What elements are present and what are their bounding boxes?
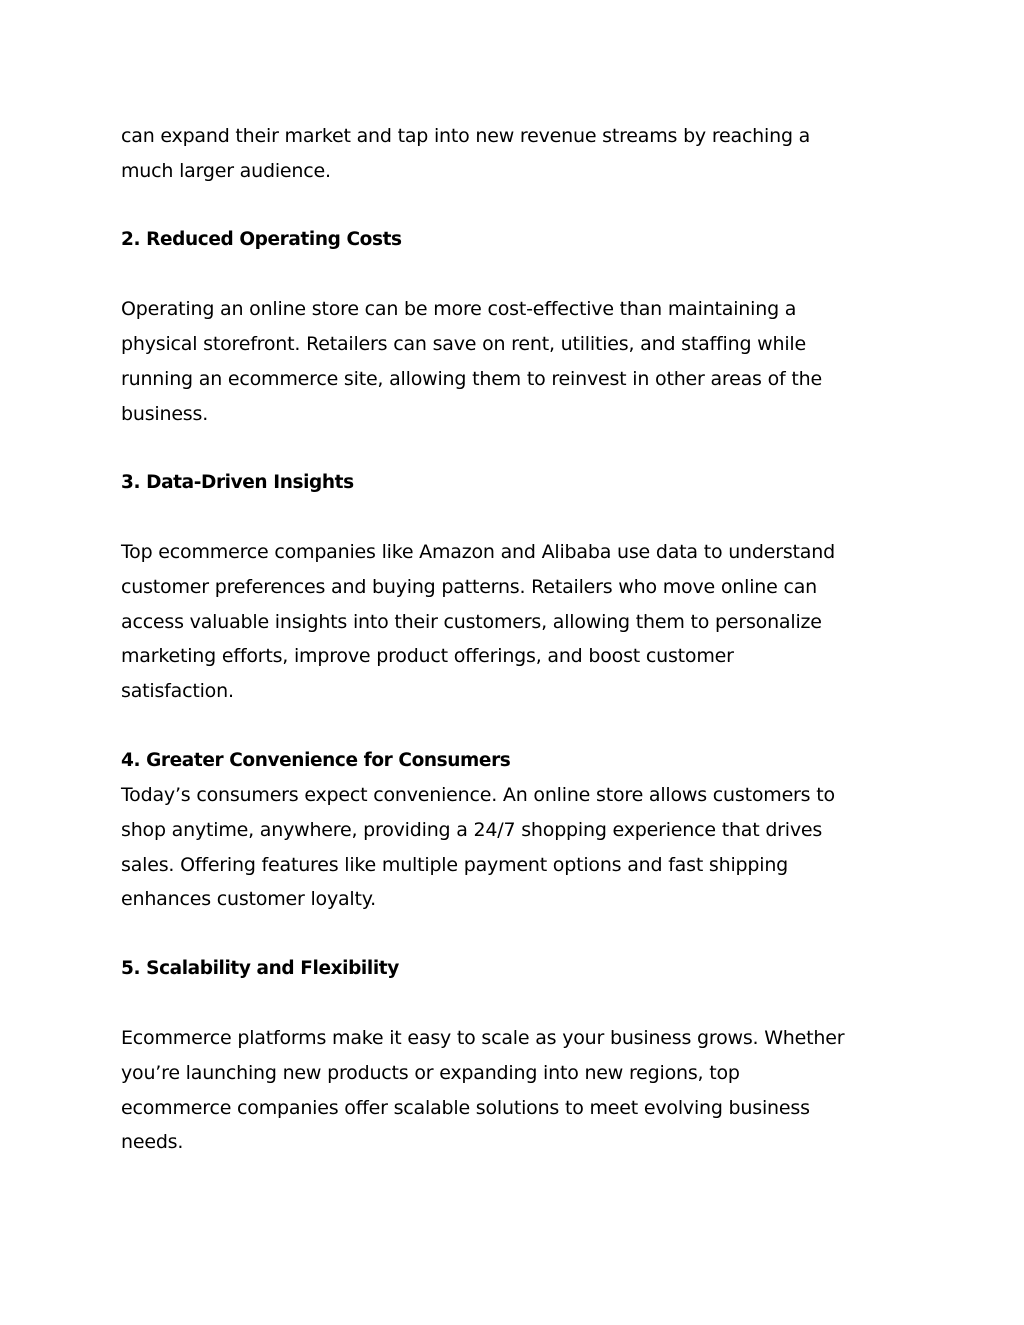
paragraph-line: business. xyxy=(121,402,209,425)
paragraph-line: ecommerce companies offer scalable solutions to meet evolving business xyxy=(121,1096,810,1119)
paragraph-line: marketing efforts, improve product offerings, and boost customer xyxy=(121,645,734,668)
section-heading-scalability-and-flexibility: 5. Scalability and Flexibility xyxy=(121,957,399,979)
paragraph-line: much larger audience. xyxy=(121,159,331,182)
paragraph-line: physical storefront. Retailers can save on rent, utilities, and staffing while xyxy=(121,333,806,356)
paragraph-line: satisfaction. xyxy=(121,680,234,703)
section-heading-data-driven-insights: 3. Data-Driven Insights xyxy=(121,471,354,493)
paragraph-line: sales. Offering features like multiple payment options and fast shipping xyxy=(121,853,789,876)
section-heading-greater-convenience: 4. Greater Convenience for Consumers xyxy=(121,749,511,771)
intro-paragraph xyxy=(121,119,921,188)
section-paragraph-greater-convenience xyxy=(121,778,921,917)
section-paragraph-data-driven-insights xyxy=(121,535,921,709)
paragraph-line: access valuable insights into their customers, allowing them to personalize xyxy=(121,610,822,633)
paragraph-line: you’re launching new products or expanding into new regions, top xyxy=(121,1061,740,1084)
document-page xyxy=(121,119,921,1160)
paragraph-line: Operating an online store can be more cost-effective than maintaining a xyxy=(121,298,797,321)
paragraph-line: shop anytime, anywhere, providing a 24/7 shopping experience that drives xyxy=(121,818,823,841)
section-heading-reduced-operating-costs: 2. Reduced Operating Costs xyxy=(121,229,402,251)
paragraph-line: needs. xyxy=(121,1131,184,1154)
paragraph-line: Ecommerce platforms make it easy to scale as your business grows. Whether xyxy=(121,1027,845,1050)
section-paragraph-scalability-and-flexibility xyxy=(121,1021,921,1160)
paragraph-line: enhances customer loyalty. xyxy=(121,888,376,911)
paragraph-line: customer preferences and buying patterns. Retailers who move online can xyxy=(121,576,817,599)
paragraph-line: Top ecommerce companies like Amazon and Alibaba use data to understand xyxy=(121,541,835,564)
paragraph-line: running an ecommerce site, allowing them to reinvest in other areas of the xyxy=(121,367,822,390)
section-paragraph-reduced-operating-costs xyxy=(121,292,921,431)
paragraph-line: Today’s consumers expect convenience. An online store allows customers to xyxy=(121,784,835,807)
paragraph-line: can expand their market and tap into new revenue streams by reaching a xyxy=(121,125,811,147)
